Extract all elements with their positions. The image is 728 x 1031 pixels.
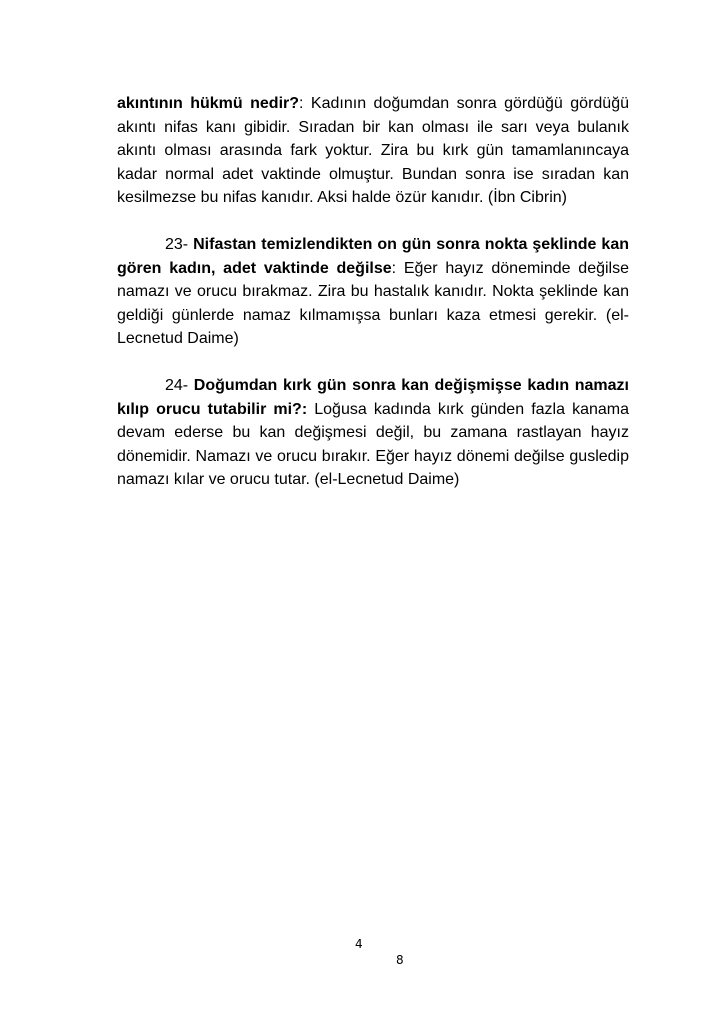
page-body <box>117 92 629 515</box>
paragraph-body: : Eğer hayız döneminde değilse namazı ve orucu bırakmaz. Zira bu hastalık kanıdır. Nokta şeklinde kan geldiği günlerde namaz kılmamışsa bunları kaza etmesi gerekir. (el-Lecnetud Daime) <box>117 259 630 347</box>
paragraph-heading: akıntının hükmü nedir? <box>117 95 300 112</box>
paragraph-heading: Nifastan temizlendikten on gün sonra nokta şeklinde kan gören kadın, adet vaktinde değilse <box>117 236 629 277</box>
paragraph-heading: Doğumdan kırk gün sonra kan değişmişse kadın namazı kılıp orucu tutabilir mi?: <box>117 377 629 418</box>
paragraph-24 <box>117 374 629 492</box>
paragraph-number: 24- <box>165 377 194 394</box>
outer-page-number: 8 <box>396 953 404 967</box>
paragraph-body: : Kadının doğumdan sonra gördüğü gördüğü akıntı nifas kanı gibidir. Sıradan bir kan olması ile sarı veya bulanık akıntı olması arasında fark yoktur. Zira bu kırk gün tamamlanıncaya kadar normal adet vaktinde olmuştur. Bundan sonra ise sıradan kan kesilmezse bu nifas kanıdır. Aksi halde özür kanıdır. (İbn Cibrin) <box>117 95 629 206</box>
paragraph-number: 23- <box>165 236 194 253</box>
paragraph-22-continuation <box>117 92 629 210</box>
inner-page-number: 4 <box>355 937 363 951</box>
paragraph-23 <box>117 233 629 351</box>
paragraph-body: Loğusa kadında kırk günden fazla kanama devam ederse bu kan değişmesi değil, bu zamana rastlayan hayız dönemidir. Namazı ve orucu bırakır. Eğer hayız dönemi değilse gusledip namazı kılar ve orucu tutar. (el-Lecnetud Daime) <box>117 400 629 488</box>
